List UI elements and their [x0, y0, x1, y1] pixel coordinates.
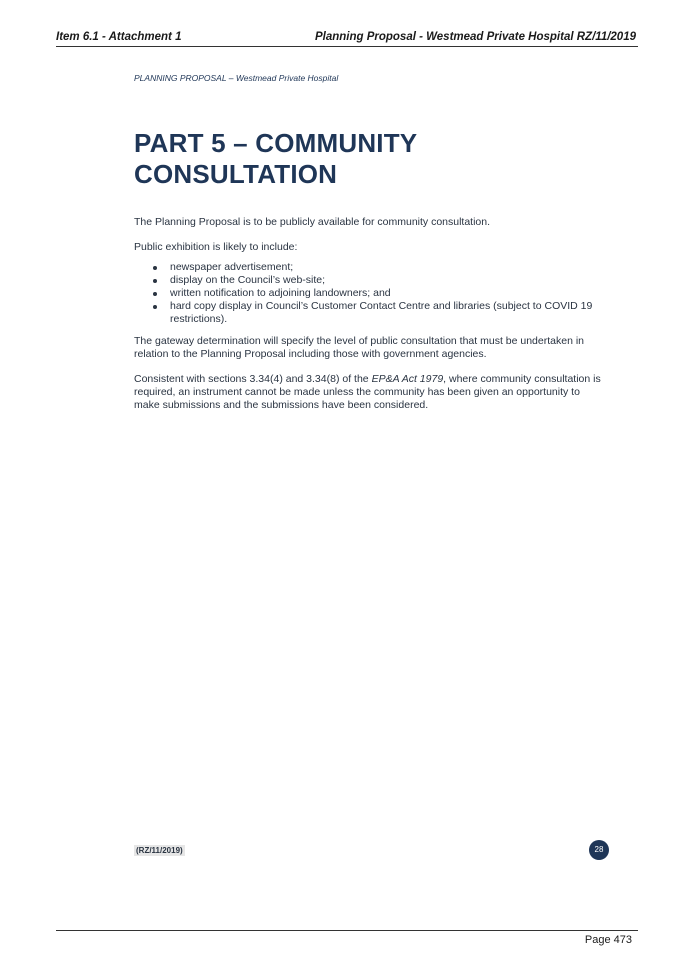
- header-document-title: Planning Proposal - Westmead Private Hospital RZ/11/2019: [314, 31, 636, 43]
- paragraph-gateway: The gateway determination will specify the level of public consultation that must be undertaken in relation to the Planning Proposal including those with government agencies.: [134, 335, 585, 360]
- bullet-icon: [153, 279, 157, 283]
- page-title: PART 5 – COMMUNITY CONSULTATION: [134, 128, 417, 189]
- document-page-number-badge: 28: [589, 840, 609, 860]
- header-divider: [56, 46, 638, 47]
- running-head: PLANNING PROPOSAL – Westmead Private Hospital: [134, 73, 339, 83]
- list-item: [134, 261, 608, 274]
- page-number: Page 473: [584, 934, 632, 946]
- header-attachment-label: Item 6.1 - Attachment 1: [56, 31, 182, 43]
- list-item: [134, 274, 608, 287]
- paragraph-exhibition-intro: Public exhibition is likely to include:: [134, 241, 298, 253]
- list-item-text: written notification to adjoining landowners; and: [170, 287, 391, 299]
- list-item-text: newspaper advertisement;: [170, 261, 294, 273]
- list-item-text: hard copy display in Council’s Customer Contact Centre and libraries (subject to COVID 19 restrictions).: [170, 300, 593, 325]
- reference-code: (RZ/11/2019): [136, 846, 183, 855]
- bullet-icon: [153, 266, 157, 270]
- paragraph-legislation: [134, 373, 608, 412]
- legislation-text-start: Consistent with sections 3.34(4) and 3.34(8) of the: [134, 373, 372, 385]
- bullet-icon: [153, 305, 157, 309]
- act-name: EP&A Act 1979: [371, 373, 444, 385]
- footer-divider: [56, 930, 638, 931]
- list-item-text: display on the Council’s web-site;: [170, 274, 326, 286]
- paragraph-availability: The Planning Proposal is to be publicly available for community consultation.: [134, 216, 491, 228]
- list-item: [134, 300, 608, 326]
- list-item: [134, 287, 608, 300]
- bullet-icon: [153, 292, 157, 296]
- legislation-text-end: , where community consultation is required, an instrument cannot be made unless the community has been given an opportunity to make submissions and the submissions have been considered.: [134, 373, 601, 411]
- exhibition-list: [134, 261, 608, 326]
